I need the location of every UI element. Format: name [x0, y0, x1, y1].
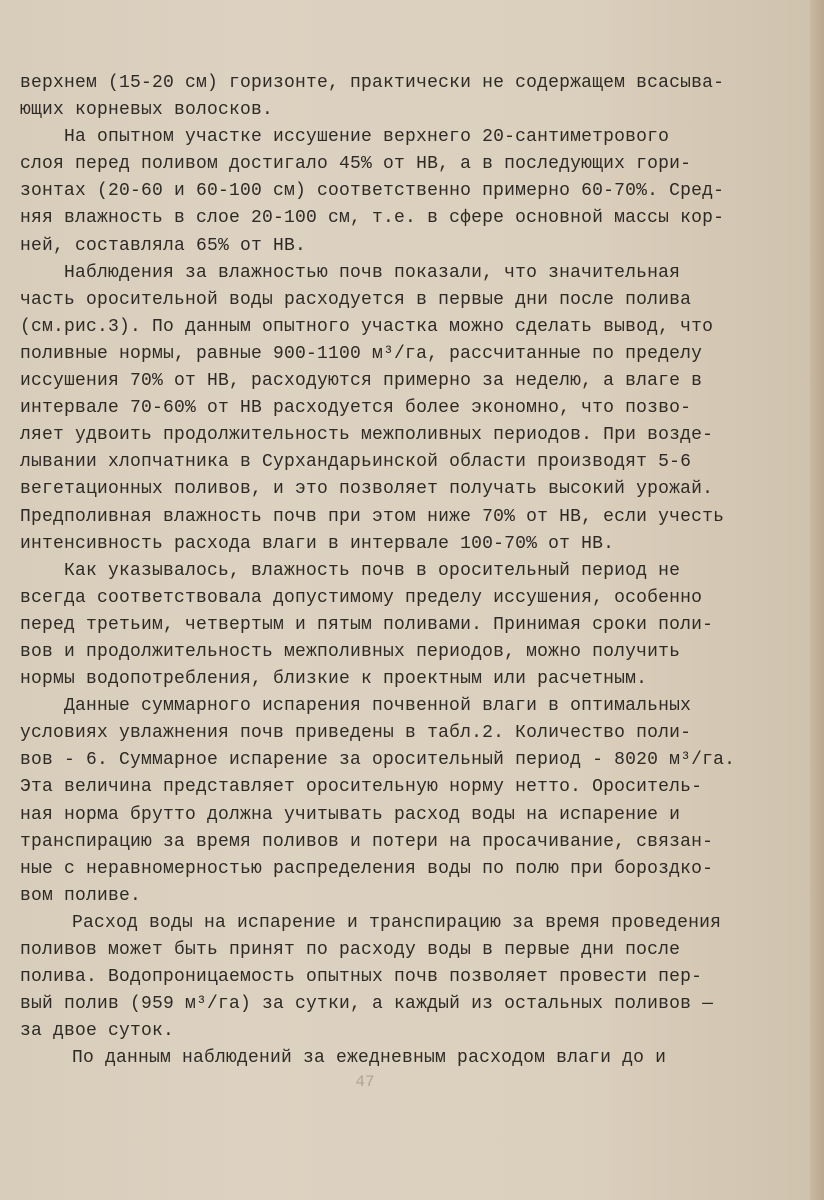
page-number: 47: [355, 1073, 375, 1091]
text-line: перед третьим, четвертым и пятым поливами. Принимая сроки поли-: [20, 614, 714, 635]
text-line: нормы водопотребления, близкие к проектным или расчетным.: [20, 669, 648, 690]
text-line: часть оросительной воды расходуется в первые дни после полива: [20, 289, 692, 310]
text-line: Предполивная влажность почв при этом ниже 70% от НВ, если учесть: [20, 506, 725, 527]
text-line: транспирацию за время поливов и потери на просачивание, связан-: [20, 831, 714, 852]
text-line: вегетационных поливов, и это позволяет получать высокий урожай.: [20, 479, 714, 500]
text-line: слоя перед поливом достигало 45% от НВ, а в последующих гори-: [20, 154, 692, 175]
body-text: [20, 70, 736, 1072]
text-line: вом поливе.: [20, 885, 142, 906]
text-line: полива. Водопроницаемость опытных почв позволяет провести пер-: [20, 967, 703, 988]
paragraph-5: [20, 693, 736, 910]
text-line: за двое суток.: [20, 1021, 175, 1042]
paragraph-3: [20, 260, 725, 558]
paragraph-4: [20, 558, 720, 693]
text-line: няя влажность в слое 20-100 см, т.е. в сфере основной массы кор-: [20, 208, 725, 229]
text-line: верхнем (15-20 см) горизонте, практически не содержащем всасыва-: [20, 73, 725, 93]
text-line: Эта величина представляет оросительную норму нетто. Ороситель-: [20, 777, 703, 798]
text-line: Расход воды на испарение и транспирацию за время проведения: [72, 912, 722, 933]
text-line: ная норма брутто должна учитывать расход воды на испарение и: [20, 804, 681, 825]
page-edge: [810, 0, 824, 1200]
paragraph-2: [20, 124, 725, 259]
text-line: ные с неравномерностью распределения воды по полю при бороздко-: [20, 858, 714, 879]
text-line: (см.рис.3). По данным опытного участка можно сделать вывод, что: [20, 316, 714, 337]
text-line: ней, составляла 65% от НВ.: [20, 235, 307, 256]
text-line: Как указывалось, влажность почв в оросительный период не: [64, 560, 681, 581]
text-line: лывании хлопчатника в Сурхандарьинской области производят 5-6: [20, 452, 692, 473]
text-line: Данные суммарного испарения почвенной влаги в оптимальных: [64, 696, 692, 717]
text-line: ляет удвоить продолжительность межполивных периодов. При возде-: [20, 425, 714, 446]
text-line: Наблюдения за влажностью почв показали, что значительная: [64, 262, 681, 283]
text-line: интенсивность расхода влаги в интервале 100-70% от НВ.: [20, 533, 615, 554]
text-line: ющих корневых волосков.: [20, 100, 274, 121]
text-line: интервале 70-60% от НВ расходуется более экономно, что позво-: [20, 398, 692, 419]
text-line: зонтах (20-60 и 60-100 см) соответственно примерно 60-70%. Сред-: [20, 181, 725, 202]
text-line: По данным наблюдений за ежедневным расходом влаги до и: [72, 1048, 667, 1069]
text-line: поливные нормы, равные 900-1100 м³/га, рассчитанные по пределу: [20, 343, 703, 364]
text-line: На опытном участке иссушение верхнего 20-сантиметрового: [64, 127, 670, 148]
text-line: вый полив (959 м³/га) за сутки, а каждый из остальных поливов —: [20, 994, 714, 1015]
paragraph-7: [20, 1045, 720, 1072]
text-line: вов - 6. Суммарное испарение за оросительный период - 8020 м³/га.: [20, 750, 736, 771]
paragraph-6: [20, 910, 720, 1045]
text-line: всегда соответствовала допустимому пределу иссушения, особенно: [20, 587, 703, 608]
paragraph-1: [20, 70, 725, 124]
text-line: поливов может быть принят по расходу воды в первые дни после: [20, 940, 681, 960]
text-line: условиях увлажнения почв приведены в табл.2. Количество поли-: [20, 723, 692, 744]
text-line: вов и продолжительность межполивных периодов, можно получить: [20, 641, 681, 662]
text-line: иссушения 70% от НВ, расходуются примерно за неделю, а влаге в: [20, 371, 703, 392]
